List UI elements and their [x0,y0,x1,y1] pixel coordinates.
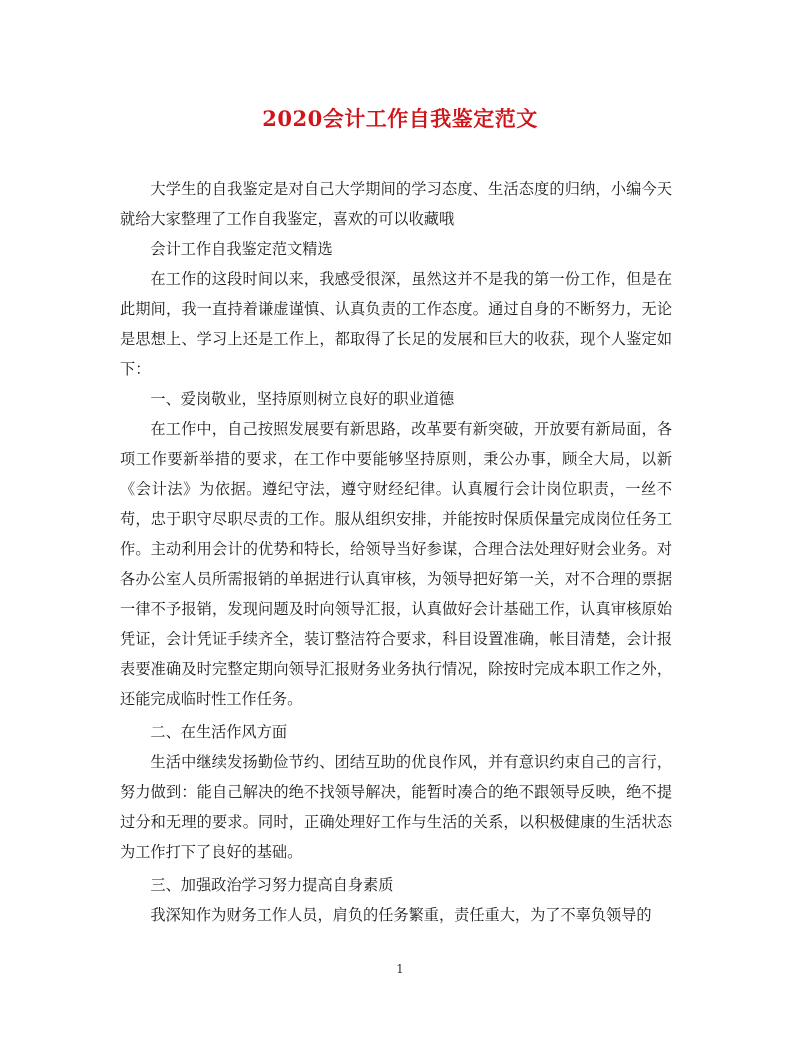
section-heading-1: 一、爱岗敬业，坚持原则树立良好的职业道德 [150,390,455,408]
section-heading-3: 三、加强政治学习努力提高自身素质 [150,876,394,894]
section-heading-2: 二、在生活作风方面 [150,723,288,741]
document-title: 2020会计工作自我鉴定范文 [262,106,538,131]
body-paragraph: 生活中继续发扬勤俭节约、团结互助的优良作风，并有意识约束自己的言行，努力做到：能自己解决的绝不找领导解决，能暂时凑合的绝不跟领导反映，绝不提过分和无理的要求。同时，正确处理好工作与生活的关系，以积极健康的生活状态为工作打下了良好的基础。 [120,753,672,861]
body-paragraph: 在工作的这段时间以来，我感受很深，虽然这并不是我的第一份工作，但是在此期间，我一直持着谦虚谨慎、认真负责的工作态度。通过自身的不断努力，无论是思想上、学习上还是工作上，都取得了长足的发展和巨大的收获，现个人鉴定如下： [120,270,672,378]
section-label: 会计工作自我鉴定范文精选 [150,240,333,258]
body-paragraph: 我深知作为财务工作人员，肩负的任务繁重，责任重大，为了不辜负领导的 [150,906,652,924]
page-number: 1 [396,962,404,976]
document-body [120,174,672,930]
intro-paragraph: 大学生的自我鉴定是对自己大学期间的学习态度、生活态度的归纳，小编今天就给大家整理了工作自我鉴定，喜欢的可以收藏哦 [120,180,672,228]
body-paragraph: 在工作中，自己按照发展要有新思路，改革要有新突破，开放要有新局面，各项工作要新举措的要求，在工作中要能够坚持原则，秉公办事，顾全大局，以新《会计法》为依据。遵纪守法，遵守财经纪律。认真履行会计岗位职责，一丝不苟，忠于职守尽职尽责的工作。服从组织安排，并能按时保质保量完成岗位任务工作。主动利用会计的优势和特长，给领导当好参谋，合理合法处理好财会业务。对各办公室人员所需报销的单据进行认真审核，为领导把好第一关，对不合理的票据一律不予报销，发现问题及时向领导汇报，认真做好会计基础工作，认真审核原始凭证，会计凭证手续齐全，装订整洁符合要求，科目设置准确，帐目清楚，会计报表要准确及时完整定期向领导汇报财务业务执行情况，除按时完成本职工作之外，还能完成临时性工作任务。 [120,420,672,708]
